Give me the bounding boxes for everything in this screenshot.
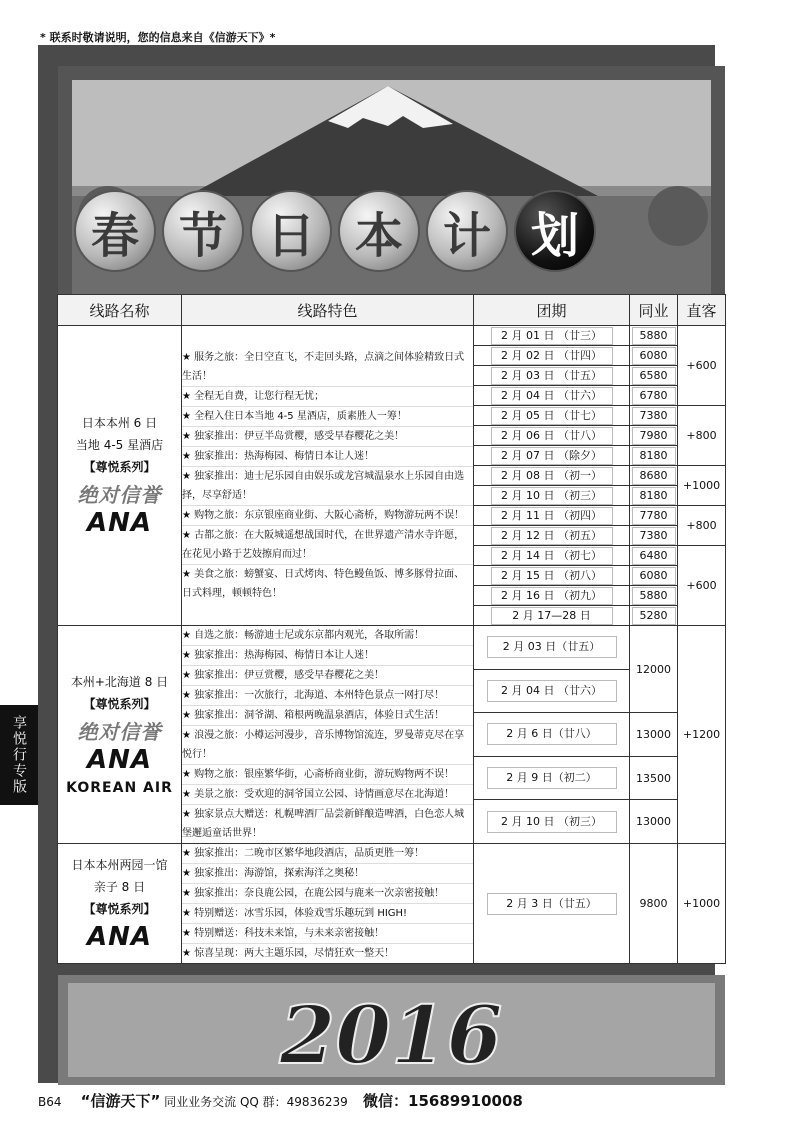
feature-item: ★ 美食之旅：螃蟹宴、日式烤肉、特色鳗鱼饭、博多豚骨拉面、日式料理，顿顿特色！ (182, 569, 465, 599)
departure-date: 2 月 04 日 （廿六） (474, 386, 630, 406)
ana-logo: ANA (86, 507, 152, 538)
direct-price: +1200 (678, 626, 726, 844)
route-name: 亲子 8 日 (93, 879, 146, 894)
feature-item: ★ 自选之旅：畅游迪士尼或东京都内观光，各取所需！ (182, 626, 473, 646)
trade-price: 12000 (630, 626, 678, 713)
ana-logo: ANA (86, 921, 152, 952)
trade-price: 5880 (630, 326, 678, 346)
feature-item: ★ 购物之旅：银座繁华街，心斋桥商业街，游玩购物两不误！ (182, 765, 473, 785)
route-cell (58, 844, 182, 964)
feature-item: ★ 美景之旅：受欢迎的洞爷国立公园、诗情画意尽在北海道！ (182, 785, 473, 805)
header-dates: 团期 (474, 295, 630, 326)
title-char-4: 本 (338, 190, 420, 272)
feature-item: ★ 古都之旅：在大阪城遥想战国时代，在世界遗产清水寺许愿，在花见小路于艺妓擦肩而过！ (182, 526, 473, 565)
top-note: * 联系时敬请说明，您的信息来自《信游天下》* (40, 31, 276, 44)
departure-date: 2 月 9 日（初二） (474, 756, 630, 800)
feature-item: ★ 独家推出：迪士尼乐园自由娱乐或龙宫城温泉水上乐园自由选择，尽享舒适！ (182, 467, 473, 506)
direct-price: +600 (678, 326, 726, 406)
title-char-5: 计 (426, 190, 508, 272)
departure-date: 2 月 05 日 （廿七） (474, 406, 630, 426)
table-row (58, 626, 726, 670)
trust-logo: 绝对信誉 (77, 482, 162, 507)
route-cell (58, 326, 182, 626)
departure-date: 2 月 03 日 （廿五） (474, 366, 630, 386)
departure-date: 2 月 17—28 日 (474, 606, 630, 626)
departure-date: 2 月 10 日 （初三） (474, 800, 630, 844)
direct-price: +600 (678, 546, 726, 626)
trade-price: 8180 (630, 446, 678, 466)
feature-item: ★ 独家推出：海游馆，探索海洋之奥秘！ (182, 864, 473, 884)
table-row (58, 844, 726, 964)
direct-price: +1000 (678, 844, 726, 964)
banner-title (74, 190, 596, 272)
departure-date: 2 月 04 日 （廿六） (474, 669, 630, 713)
korean-air-logo: KOREAN AIR (66, 779, 173, 796)
header-trade-price: 同业 (630, 295, 678, 326)
feature-item: ★ 全程无自费，让您行程无忧； (182, 387, 473, 407)
feature-item: ★ 服务之旅：全日空直飞，不走回头路，点滴之间体验精致日式生活！ (182, 348, 473, 387)
feature-item: ★ 浪漫之旅：小樽运河漫步，音乐博物馆流连，罗曼蒂克尽在享悦行！ (182, 726, 473, 765)
features-cell (182, 626, 474, 844)
trade-price: 7380 (630, 526, 678, 546)
feature-item: ★ 全程入住日本当地 4-5 星酒店，质素胜人一筹！ (182, 407, 473, 427)
page-footer (38, 1090, 523, 1111)
route-series: 【尊悦系列】 (83, 459, 156, 474)
departure-date: 2 月 14 日 （初七） (474, 546, 630, 566)
departure-date: 2 月 6 日（廿八） (474, 713, 630, 757)
departure-date: 2 月 01 日 （廿三） (474, 326, 630, 346)
trade-price: 13000 (630, 800, 678, 844)
wechat-contact: 微信：15689910008 (363, 1092, 523, 1110)
page-number: B64 (38, 1095, 62, 1109)
trade-price: 13500 (630, 756, 678, 800)
feature-item: ★ 独家景点大赠送：札幌啤酒厂品尝新鲜酿造啤酒，白色恋人城堡邂逅童话世界！ (182, 809, 465, 839)
trade-price: 8180 (630, 486, 678, 506)
route-series: 【尊悦系列】 (83, 696, 156, 711)
qq-group: 同业业务交流 QQ 群：49836239 (164, 1095, 348, 1109)
title-char-6: 划 (514, 190, 596, 272)
feature-item: ★ 独家推出：热海梅园、梅情日本让人迷！ (182, 646, 473, 666)
side-tab: 享悦行专版 (0, 705, 38, 805)
route-series: 【尊悦系列】 (83, 901, 156, 916)
feature-item: ★ 惊喜呈现：两大主题乐园，尽情狂欢一整天！ (182, 948, 395, 959)
feature-item: ★ 特别赠送：科技未来馆，与未来亲密接触！ (182, 924, 473, 944)
departure-date: 2 月 02 日 （廿四） (474, 346, 630, 366)
feature-item: ★ 独家推出：奈良鹿公园，在鹿公园与鹿来一次亲密接触！ (182, 884, 473, 904)
trade-price: 9800 (630, 844, 678, 964)
feature-item: ★ 独家推出：一次旅行，北海道、本州特色景点一网打尽！ (182, 686, 473, 706)
departure-date: 2 月 15 日 （初八） (474, 566, 630, 586)
feature-item: ★ 独家推出：伊豆半岛赏樱，感受早春樱花之美！ (182, 427, 473, 447)
feature-item: ★ 独家推出：热海梅园、梅情日本让人迷！ (182, 447, 473, 467)
features-cell (182, 326, 474, 626)
trade-price: 7380 (630, 406, 678, 426)
trade-price: 6080 (630, 566, 678, 586)
year-text: 2016 (279, 988, 503, 1082)
title-char-3: 日 (250, 190, 332, 272)
trade-price: 8680 (630, 466, 678, 486)
departure-date: 2 月 03 日（廿五） (474, 626, 630, 670)
year-decoration (58, 975, 725, 1085)
route-name: 本州+北海道 8 日 (70, 674, 169, 689)
direct-price: +1000 (678, 466, 726, 506)
header-features: 线路特色 (182, 295, 474, 326)
itinerary-table (57, 294, 726, 964)
route-name: 日本本州 6 日 (81, 415, 158, 430)
direct-price: +800 (678, 406, 726, 466)
route-name: 日本本州两园一馆 (71, 857, 168, 872)
feature-item: ★ 独家推出：二晚市区繁华地段酒店，品质更胜一筹！ (182, 844, 473, 864)
trade-price: 6580 (630, 366, 678, 386)
trade-price: 7780 (630, 506, 678, 526)
title-char-1: 春 (74, 190, 156, 272)
departure-date: 2 月 11 日 （初四） (474, 506, 630, 526)
header-direct-price: 直客 (678, 295, 726, 326)
direct-price: +800 (678, 506, 726, 546)
trade-price: 6080 (630, 346, 678, 366)
trust-logo: 绝对信誉 (77, 719, 162, 744)
trade-price: 13000 (630, 713, 678, 757)
departure-date: 2 月 06 日 （廿八） (474, 426, 630, 446)
departure-date: 2 月 12 日 （初五） (474, 526, 630, 546)
route-name: 当地 4-5 星酒店 (75, 437, 164, 452)
departure-date: 2 月 3 日（廿五） (474, 844, 630, 964)
header-route: 线路名称 (58, 295, 182, 326)
title-char-2: 节 (162, 190, 244, 272)
trade-price: 5280 (630, 606, 678, 626)
trade-price: 7980 (630, 426, 678, 446)
feature-item: ★ 购物之旅：东京银座商业街、大阪心斋桥，购物游玩两不误！ (182, 506, 473, 526)
feature-item: ★ 独家推出：伊豆赏樱，感受早春樱花之美！ (182, 666, 473, 686)
feature-item: ★ 特别赠送：冰雪乐园，体验戏雪乐趣玩到 HIGH! (182, 904, 473, 924)
footer-brand: “信游天下” (80, 1092, 161, 1110)
departure-date: 2 月 10 日 （初三） (474, 486, 630, 506)
features-cell (182, 844, 474, 964)
table-row (58, 326, 726, 346)
departure-date: 2 月 07 日 （除夕） (474, 446, 630, 466)
year-2016-ornament (58, 975, 725, 1085)
ana-logo: ANA (86, 744, 152, 775)
trade-price: 6480 (630, 546, 678, 566)
feature-item: ★ 独家推出：洞爷湖、箱根两晚温泉酒店，体验日式生活！ (182, 706, 473, 726)
route-cell (58, 626, 182, 844)
departure-date: 2 月 08 日 （初一） (474, 466, 630, 486)
table-header-row (58, 295, 726, 326)
departure-date: 2 月 16 日 （初九） (474, 586, 630, 606)
trade-price: 5880 (630, 586, 678, 606)
trade-price: 6780 (630, 386, 678, 406)
